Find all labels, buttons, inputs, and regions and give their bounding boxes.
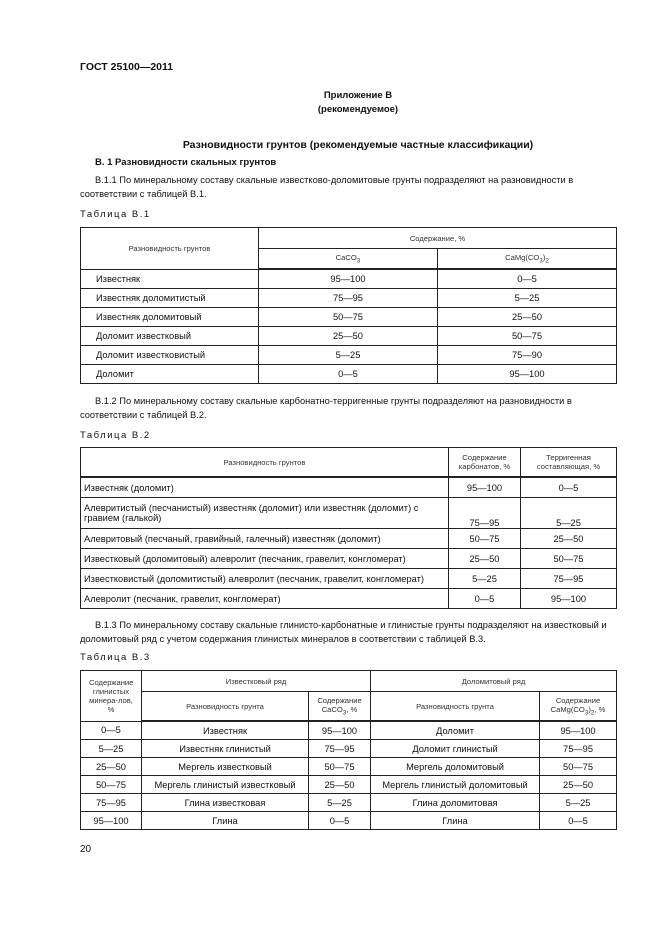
table-cell: 5—25 — [309, 794, 371, 812]
table-cell: 50—75 — [309, 758, 371, 776]
table-row — [81, 794, 617, 812]
table-cell: 95—100 — [540, 721, 617, 740]
header-cell: $CaMg(CO_3)_2$ — [438, 249, 617, 270]
table-cell: Доломит — [371, 721, 540, 740]
header-cell: Содержание глинистых минера-лов, % — [81, 671, 142, 722]
table-cell: 50—75 — [438, 327, 617, 346]
appendix-status: (рекомендуемое) — [317, 104, 399, 115]
table-cell: 5—25 — [81, 740, 142, 758]
table-cell: Доломит глинистый — [371, 740, 540, 758]
table-row — [81, 308, 617, 327]
paragraph: В.1.3 По минеральному составу скальные глинисто-карбонатные и глинистые грунты подразделяют на известковый и доломитовый ряд с учетом содержания глинистых минералов в соответствии с таблицей В.3. — [80, 620, 607, 644]
header-cell: Содержание CaCO$_3$, % — [309, 692, 371, 722]
table-cell: Известняк (доломит) — [81, 477, 449, 498]
table-cell: Известняк — [81, 269, 259, 289]
table-cell: 50—75 — [521, 549, 617, 569]
table-cell: 5—25 — [259, 346, 438, 365]
table-b1 — [80, 227, 617, 384]
table-cell: 95—100 — [259, 269, 438, 289]
table-cell: 5—25 — [540, 794, 617, 812]
table-cell: 0—5 — [81, 721, 142, 740]
table-cell: 75—95 — [540, 740, 617, 758]
header-cell: CaCO$_3$ — [259, 249, 438, 270]
table-cell: Доломит — [81, 365, 259, 384]
table-cell: 0—5 — [540, 812, 617, 830]
table-cell: 75—95 — [449, 498, 521, 529]
table-cell: 95—100 — [309, 721, 371, 740]
table-row — [81, 327, 617, 346]
table-cell: Алевролит (песчаник, гравелит, конгломерат) — [81, 589, 449, 609]
table-cell: 95—100 — [438, 365, 617, 384]
table-cell: Алевритистый (песчанистый) известняк (доломит) или известняк (доломит) с гравием (галькой) — [81, 498, 449, 529]
table-row — [81, 549, 617, 569]
header-cell: Содержание карбонатов, % — [449, 448, 521, 478]
table-row — [81, 776, 617, 794]
table-cell: 25—50 — [309, 776, 371, 794]
subsection-heading: В. 1 Разновидности скальных грунтов — [95, 157, 277, 168]
table-cell: 25—50 — [521, 529, 617, 549]
table-cell: 5—25 — [449, 569, 521, 589]
header-cell: Известковый ряд — [142, 671, 371, 692]
doc-code: ГОСТ 25100—2011 — [80, 61, 174, 73]
table-cell: 25—50 — [81, 758, 142, 776]
appendix-title: Приложение В — [323, 90, 393, 101]
table-cell: 25—50 — [540, 776, 617, 794]
table-cell: 75—90 — [438, 346, 617, 365]
table-cell: Глина — [142, 812, 309, 830]
table-cell: 5—25 — [438, 289, 617, 308]
table-cell: Глина — [371, 812, 540, 830]
table-cell: 75—95 — [521, 569, 617, 589]
table-cell: Известняк глинистый — [142, 740, 309, 758]
header-cell: Доломитовый ряд — [371, 671, 617, 692]
table-cell: Доломит известковистый — [81, 346, 259, 365]
table-cell: Известняк доломитистый — [81, 289, 259, 308]
table-caption: Таблица В.3 — [80, 652, 151, 663]
table-cell: 50—75 — [81, 776, 142, 794]
table-cell: Известняк доломитовый — [81, 308, 259, 327]
table-cell: 95—100 — [449, 477, 521, 498]
table-cell: 75—95 — [309, 740, 371, 758]
table-cell: 50—75 — [449, 529, 521, 549]
table-cell: Глина известковая — [142, 794, 309, 812]
table-cell: 75—95 — [81, 794, 142, 812]
header-cell: Содержание, % — [259, 228, 617, 249]
header-cell: Содержание $CaMg(CO_3)_2$, % — [540, 692, 617, 722]
table-cell: 95—100 — [521, 589, 617, 609]
table-cell: 25—50 — [449, 549, 521, 569]
table-cell: Известковистый (доломитистый) алевролит (песчаник, гравелит, конгломерат) — [81, 569, 449, 589]
table-cell: 25—50 — [438, 308, 617, 327]
table-row — [81, 477, 617, 498]
header-cell: Разновидность грунтов — [81, 448, 449, 478]
table-cell: Мергель доломитовый — [371, 758, 540, 776]
table-cell: 25—50 — [259, 327, 438, 346]
header-cell: Разновидность грунтов — [81, 228, 259, 270]
table-row — [81, 812, 617, 830]
table-row — [81, 721, 617, 740]
table-cell: Известняк — [142, 721, 309, 740]
table-cell: 50—75 — [259, 308, 438, 327]
table-cell: 0—5 — [309, 812, 371, 830]
table-cell: Мергель известковый — [142, 758, 309, 776]
table-cell: 5—25 — [521, 498, 617, 529]
table-cell: Доломит известковый — [81, 327, 259, 346]
table-row — [81, 289, 617, 308]
header-cell: Разновидность грунта — [142, 692, 309, 722]
table-cell: Мергель глинистый доломитовый — [371, 776, 540, 794]
table-caption: Таблица В.1 — [80, 209, 151, 220]
header-cell: Терригенная составляющая, % — [521, 448, 617, 478]
header-cell: Разновидность грунта — [371, 692, 540, 722]
page-number: 20 — [80, 844, 92, 855]
paragraph: В.1.1 По минеральному составу скальные известково-доломитовые грунты подразделяют на разновидности в соответствии с таблицей В.1. — [80, 175, 574, 199]
table-row — [81, 758, 617, 776]
table-cell: 0—5 — [438, 269, 617, 289]
table-row — [81, 365, 617, 384]
paragraph: В.1.2 По минеральному составу скальные карбонатно-терригенные грунты подразделяют на разновидности в соответствии с таблицей В.2. — [80, 396, 572, 420]
table-caption: Таблица В.2 — [80, 430, 151, 441]
table-cell: Алевритовый (песчаный, гравийный, галечный) известняк (доломит) — [81, 529, 449, 549]
table-row — [81, 529, 617, 549]
table-cell: 0—5 — [521, 477, 617, 498]
table-row — [81, 498, 617, 529]
table-b3 — [80, 670, 617, 830]
table-cell: Известковый (доломитовый) алевролит (песчаник, гравелит, конгломерат) — [81, 549, 449, 569]
table-cell: Мергель глинистый известковый — [142, 776, 309, 794]
section-title: Разновидности грунтов (рекомендуемые частные классификации) — [182, 139, 534, 151]
table-cell: 0—5 — [449, 589, 521, 609]
table-b2 — [80, 447, 617, 609]
table-row — [81, 569, 617, 589]
table-cell: 50—75 — [540, 758, 617, 776]
table-cell: 75—95 — [259, 289, 438, 308]
table-row — [81, 269, 617, 289]
table-cell: 95—100 — [81, 812, 142, 830]
table-cell: Глина доломитовая — [371, 794, 540, 812]
table-row — [81, 346, 617, 365]
table-row — [81, 589, 617, 609]
table-cell: 0—5 — [259, 365, 438, 384]
table-row — [81, 740, 617, 758]
